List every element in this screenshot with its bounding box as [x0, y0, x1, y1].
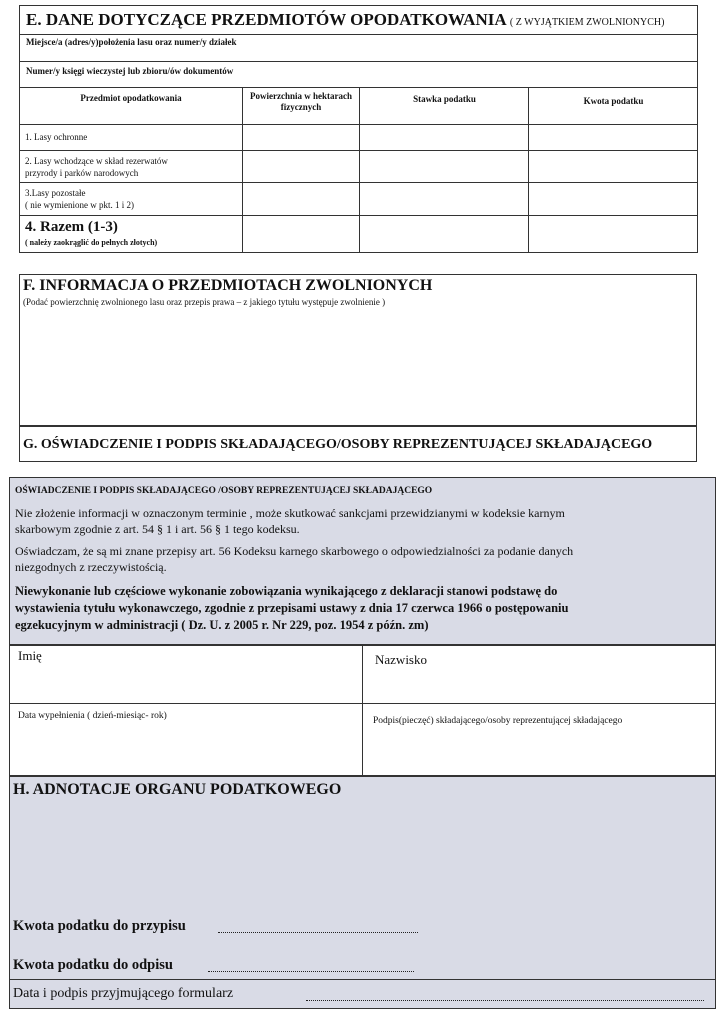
amount-input-row-1[interactable] [528, 124, 697, 150]
last-name-field[interactable] [362, 646, 715, 703]
tax-table [20, 87, 697, 252]
table-row-label: 2. Lasy wchodzące w skład rezerwatów przyrody i parków narodowych [20, 150, 242, 182]
section-e-title: E. DANE DOTYCZĄCE PRZEDMIOTÓW OPODATKOWANIA ( Z WYJĄTKIEM ZWOLNIONYCH) [26, 10, 665, 29]
statement-p2-line2: niezgodnych z rzeczywistością. [15, 560, 167, 574]
amount-input-row-3[interactable] [528, 182, 697, 215]
statement-title: OŚWIADCZENIE I PODPIS SKŁADAJĄCEGO /OSOBY REPREZENTUJĄCEJ SKŁADAJĄCEGO [15, 486, 433, 496]
area-total[interactable] [242, 215, 359, 253]
col-header-area: Powierzchnia w hektarach fizycznych [242, 87, 359, 124]
section-f-note: (Podać powierzchnię zwolnionego lasu oraz przepis prawa – z jakiego tytułu występuje zwolnienie ) [23, 297, 386, 307]
location-field[interactable] [20, 34, 697, 61]
table-row-label: 3.Lasy pozostałe ( nie wymienione w pkt. 1 i 2) [20, 182, 242, 215]
receiver-signature-input[interactable] [306, 1000, 704, 1001]
tax-writeoff-input[interactable] [208, 971, 414, 972]
col-header-rate: Stawka podatku [359, 87, 528, 124]
statement-p1-line1: Nie złożenie informacji w oznaczonym terminie , może skutkować sankcjami przewidzianymi w kodeksie karnym [15, 506, 565, 520]
statement-p2-line1: Oświadczam, że są mi znane przepisy art. 56 Kodeksu karnego skarbowego o odpowiedzialności za podanie danych [15, 544, 574, 558]
first-name-label: Imię [18, 648, 42, 663]
rate-input-row-3[interactable] [359, 182, 528, 215]
area-input-row-1[interactable] [242, 124, 359, 150]
section-h-title: H. ADNOTACJE ORGANU PODATKOWEGO [13, 781, 342, 798]
signature-field[interactable] [362, 703, 715, 775]
rate-input-row-1[interactable] [359, 124, 528, 150]
amount-input-row-2[interactable] [528, 150, 697, 182]
exempt-info-field[interactable] [20, 311, 696, 425]
section-g-statement [9, 477, 716, 645]
land-register-label: Numer/y księgi wieczystej lub zbioru/ów dokumentów [26, 66, 234, 76]
section-h [9, 776, 716, 1009]
tax-writeoff-label: Kwota podatku do odpisu [13, 957, 173, 973]
first-name-field[interactable] [10, 646, 362, 703]
date-label: Data wypełnienia ( dzień-miesiąc- rok) [18, 711, 167, 721]
statement-p1-line2: skarbowym zgodnie z art. 54 § 1 i art. 56 § 1 tego kodeksu. [15, 522, 300, 536]
col-header-subject: Przedmiot opodatkowania [20, 87, 242, 124]
land-register-field[interactable] [20, 61, 697, 87]
area-input-row-2[interactable] [242, 150, 359, 182]
section-e [19, 5, 698, 253]
col-header-amount: Kwota podatku [528, 87, 697, 124]
last-name-label: Nazwisko [375, 652, 427, 667]
signature-label: Podpis(pieczęć) składającego/osoby reprezentującej składającego [373, 716, 623, 726]
amount-total[interactable] [528, 215, 697, 253]
receiver-row [10, 979, 715, 1008]
date-field[interactable] [10, 703, 362, 775]
section-e-title-note: ( Z WYJĄTKIEM ZWOLNIONYCH) [509, 17, 665, 28]
table-row-label: 1. Lasy ochronne [20, 124, 242, 150]
section-f [19, 274, 697, 426]
statement-p3-line2: wystawienia tytułu wykonawczego, zgodnie z przepisami ustawy z dnia 17 czerwca 1966 o postępowaniu [15, 601, 569, 615]
signature-grid [9, 645, 716, 776]
rate-input-row-2[interactable] [359, 150, 528, 182]
section-g-header [19, 426, 697, 462]
statement-p3-line1: Niewykonanie lub częściowe wykonanie zobowiązania wynikającego z deklaracji stanowi podstawę do [15, 584, 558, 598]
rate-total[interactable] [359, 215, 528, 253]
tax-assess-label: Kwota podatku do przypisu [13, 918, 186, 934]
receiver-label: Data i podpis przyjmującego formularz [13, 986, 234, 1001]
section-f-title: F. INFORMACJA O PRZEDMIOTACH ZWOLNIONYCH [23, 277, 433, 294]
section-g-title: G. OŚWIADCZENIE I PODPIS SKŁADAJĄCEGO/OSOBY REPREZENTUJĄCEJ SKŁADAJĄCEGO [23, 437, 653, 452]
statement-p3-line3: egzekucyjnym w administracji ( Dz. U. z 2005 r. Nr 229, poz. 1954 z późn. zm) [15, 618, 429, 632]
location-label: Miejsce/a (adres/y)położenia lasu oraz numer/y działek [26, 37, 237, 47]
total-row-label: 4. Razem (1-3) ( należy zaokrąglić do pełnych złotych) [20, 215, 242, 253]
tax-assess-input[interactable] [218, 932, 418, 933]
area-input-row-3[interactable] [242, 182, 359, 215]
